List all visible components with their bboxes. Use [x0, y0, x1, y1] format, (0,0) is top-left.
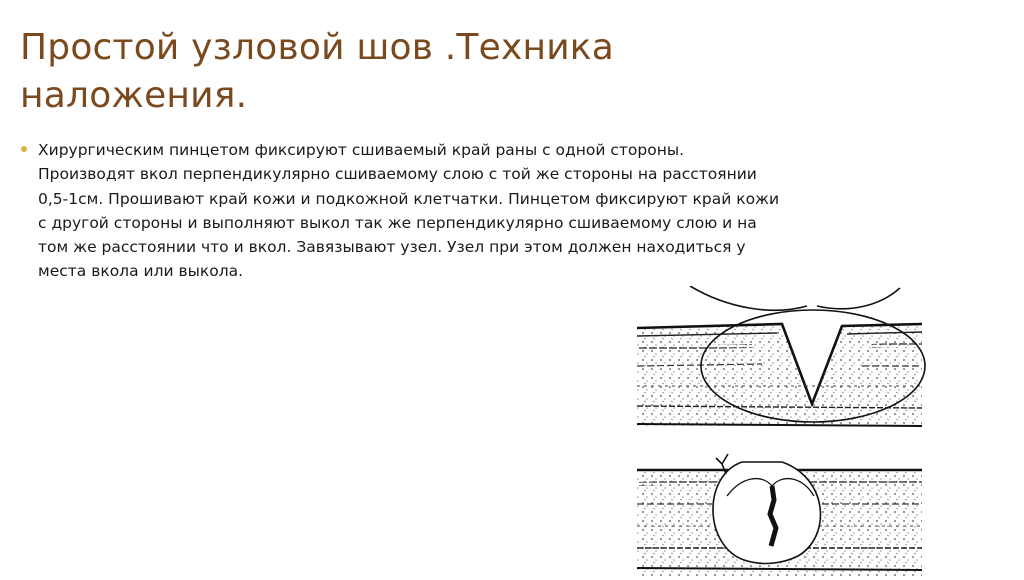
suture-illustration-svg [632, 286, 928, 576]
bullet-list [20, 138, 780, 284]
slide-title: Простой узловой шов .Техника наложения. [20, 27, 614, 116]
bullet-text: Хирургическим пинцетом фиксируют сшиваемый край раны с одной стороны. Производят вкол перпендикулярно сшиваемому слою с той же стороны на расстоянии 0,5-1см. Прошивают край кожи и подкожной клетчатки. Пинцетом фиксируют край кожи с другой стороны и выполняют выкол так же перпендикулярно сшиваемому слою и на том же расстоянии что и вкол. Завязывают узел. Узел при этом должен находиться у места вкола или выкола. [38, 141, 780, 281]
suture-illustration [632, 286, 928, 580]
bullet-item [20, 138, 780, 284]
tied-knot-suture-diagram [637, 454, 922, 576]
bullet-dot-icon [21, 146, 27, 152]
suture-needle-pass-diagram [637, 286, 925, 426]
